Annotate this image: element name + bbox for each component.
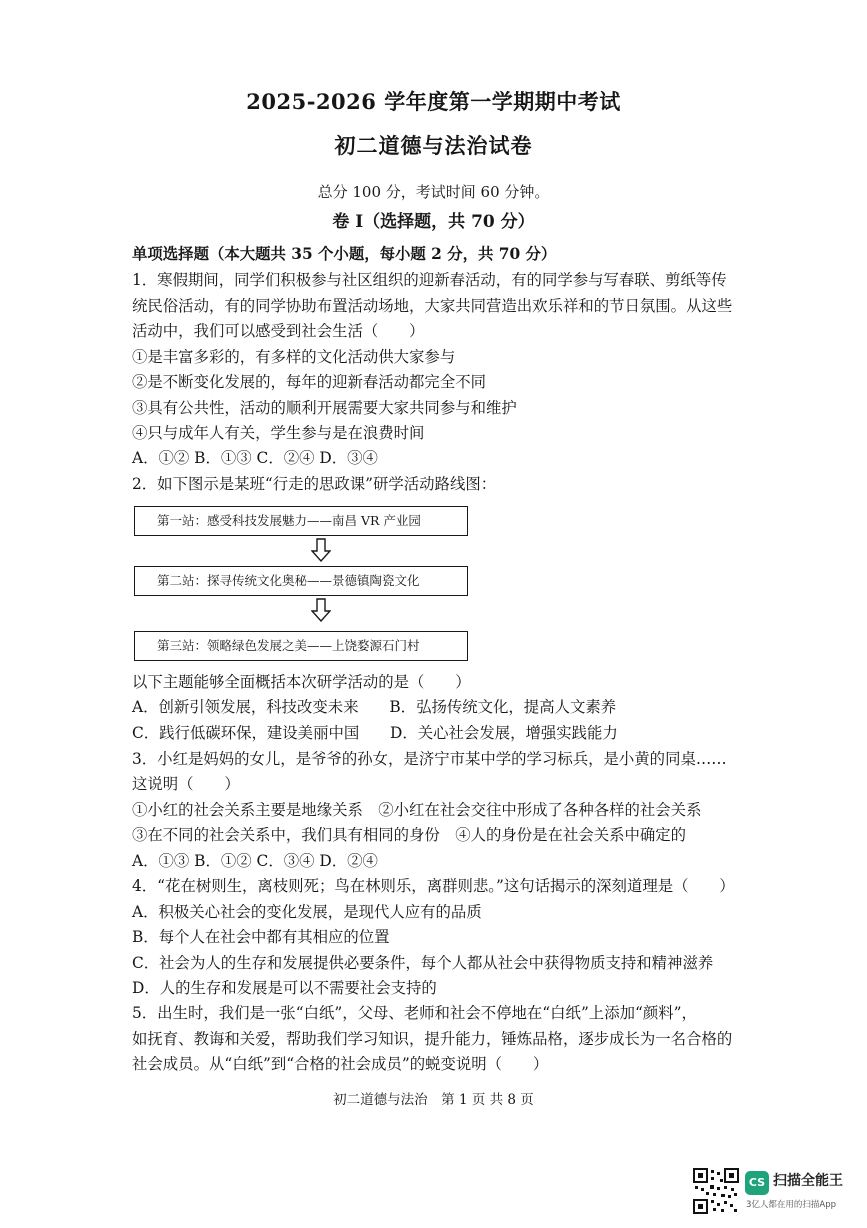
answer-option: B．每个人在社会中都有其相应的位置 [132,928,390,946]
question-line: ③具有公共性，活动的顺利开展需要大家共同参与和维护 [132,399,517,417]
answer-option: C．社会为人的生存和发展提供必要条件，每个人都从社会中获得物质支持和精神滋养 [132,954,714,972]
question-line: 4．“花在树则生，离枝则死；鸟在林则乐，离群则悲。”这句话揭示的深刻道理是（ ） [132,877,735,895]
page-footer: 初二道德与法治 第 1 页 共 8 页 [333,1092,534,1108]
question-line: 社会成员。从“白纸”到“合格的社会成员”的蜕变说明（ ） [132,1055,549,1073]
answer-option: D．人的生存和发展是可以不需要社会支持的 [132,979,437,997]
question-line: 这说明（ ） [132,775,240,793]
question-line: ③在不同的社会关系中，我们具有相同的身份 ④人的身份是在社会关系中确定的 [132,826,687,844]
camscanner-logo-icon: CS [745,1171,769,1195]
down-arrow-icon [311,598,331,622]
question-line: 活动中，我们可以感受到社会生活（ ） [132,322,425,340]
answer-options: A．①③ B．①② C．③④ D．②④ [132,852,378,870]
exam-info: 总分 100 分，考试时间 60 分钟。 [317,183,550,201]
question-line: 统民俗活动，有的同学协助布置活动场地，大家共同营造出欢乐祥和的节日氛围。从这些 [132,297,733,315]
answer-options: A．创新引领发展，科技改变未来 B．弘扬传统文化，提高人文素养 [132,698,617,716]
question-line: 以下主题能够全面概括本次研学活动的是（ ） [132,673,471,691]
question-line: 5．出生时，我们是一张“白纸”，父母、老师和社会不停地在“白纸”上添加“颜料”， [132,1004,697,1022]
flow-station-3: 第三站：领略绿色发展之美——上饶婺源石门村 [134,631,468,661]
answer-options: A．①② B．①③ C．②④ D．③④ [132,449,378,467]
watermark-tagline: 3亿人都在用的扫描App [746,1200,837,1210]
down-arrow-icon [311,538,331,562]
exam-title: 2025-2026 学年度第一学期期中考试 [246,89,621,114]
qr-code-icon [693,1168,739,1214]
route-flowchart [134,500,474,670]
flow-station-1: 第一站：感受科技发展魅力——南昌 VR 产业园 [134,506,468,536]
section-title: 卷 I（选择题，共 70 分） [332,212,535,232]
answer-option: A．积极关心社会的变化发展，是现代人应有的品质 [132,903,482,921]
answer-options: C．践行低碳环保，建设美丽中国 D．关心社会发展，增强实践能力 [132,724,618,742]
question-line: ①是丰富多彩的，有多样的文化活动供大家参与 [132,348,456,366]
watermark-name: 扫描全能王 [773,1173,843,1189]
question-line: ②是不断变化发展的，每年的迎新春活动都完全不同 [132,373,486,391]
flow-station-2: 第二站：探寻传统文化奥秘——景德镇陶瓷文化 [134,566,468,596]
question-line: 1．寒假期间，同学们积极参与社区组织的迎新春活动，有的同学参与写春联、剪纸等传 [132,271,727,289]
question-line: ①小红的社会关系主要是地缘关系 ②小红在社会交往中形成了各种各样的社会关系 [132,801,702,819]
part-heading: 单项选择题（本大题共 35 个小题，每小题 2 分，共 70 分） [132,245,557,263]
question-line: 2．如下图示是某班“行走的思政课”研学活动路线图： [132,475,497,493]
question-line: 3．小红是妈妈的女儿，是爷爷的孙女，是济宁市某中学的学习标兵，是小黄的同桌…… [132,750,727,768]
exam-subtitle: 初二道德与法治试卷 [334,133,533,158]
question-line: ④只与成年人有关，学生参与是在浪费时间 [132,424,425,442]
question-line: 如抚育、教诲和关爱，帮助我们学习知识，提升能力，锤炼品格，逐步成长为一名合格的 [132,1030,733,1048]
